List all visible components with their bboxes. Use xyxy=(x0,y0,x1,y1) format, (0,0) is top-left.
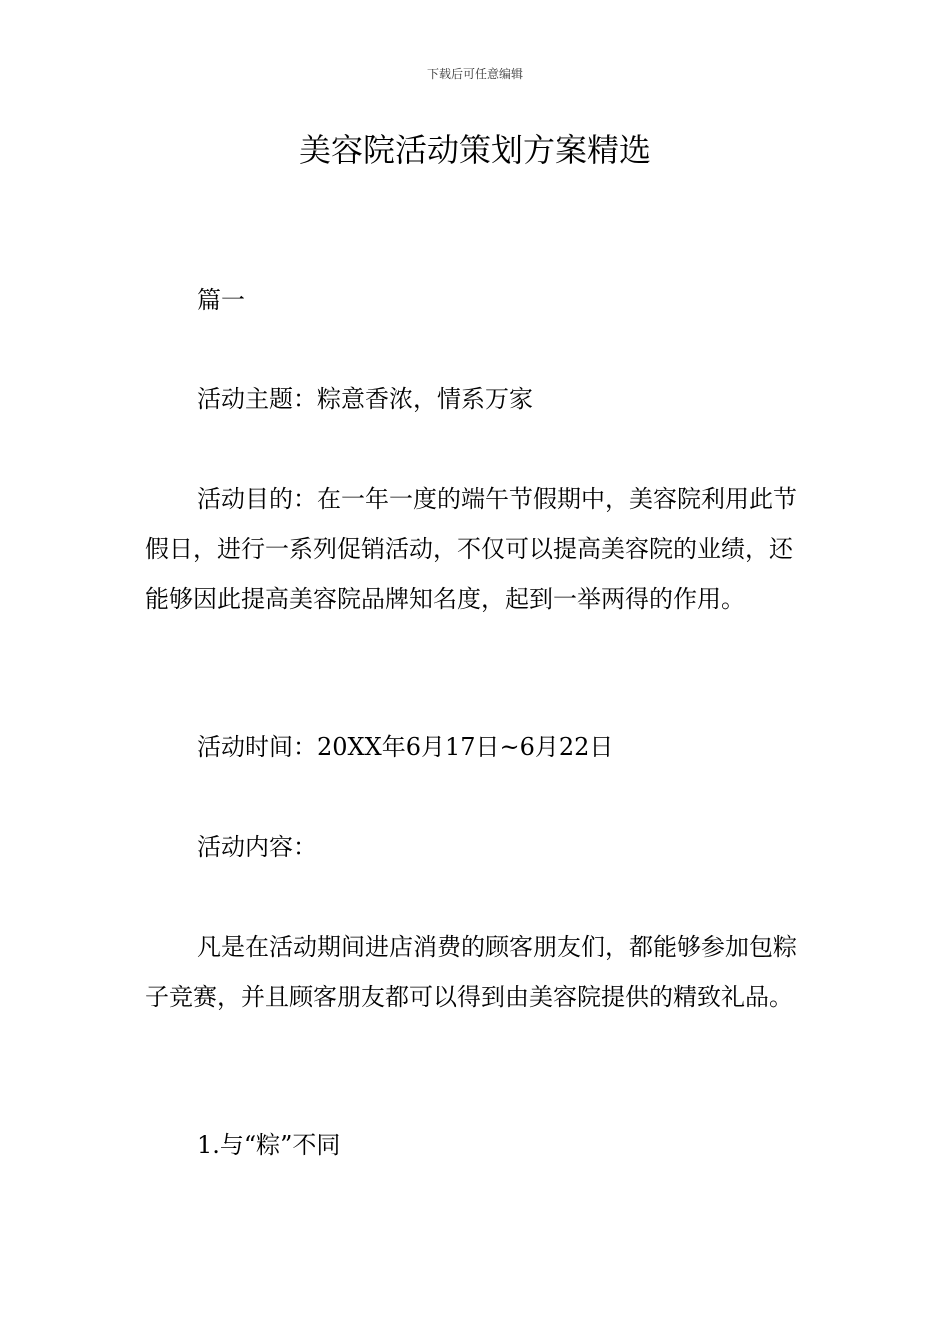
activity-purpose-paragraph: 活动目的：在一年一度的端午节假期中，美容院利用此节假日，进行一系列促销活动，不仅可以提高美容院的业绩，还能够因此提高美容院品牌知名度，起到一举两得的作用。 xyxy=(145,485,797,613)
list-item-1: 1.与“粽”不同 xyxy=(197,1131,341,1159)
activity-content-label: 活动内容： xyxy=(197,833,317,861)
activity-theme-paragraph: 活动主题：粽意香浓，情系万家 xyxy=(197,385,533,413)
activity-time-paragraph: 活动时间：20XX年6月17日~6月22日 xyxy=(197,733,614,761)
page-title: 美容院活动策划方案精选 xyxy=(298,131,651,169)
section-heading: 篇一 xyxy=(197,286,245,314)
activity-description-paragraph: 凡是在活动期间进店消费的顾客朋友们，都能够参加包粽子竞赛，并且顾客朋友都可以得到由美容院提供的精致礼品。 xyxy=(145,933,797,1011)
header-note: 下载后可任意编辑 xyxy=(426,67,523,81)
